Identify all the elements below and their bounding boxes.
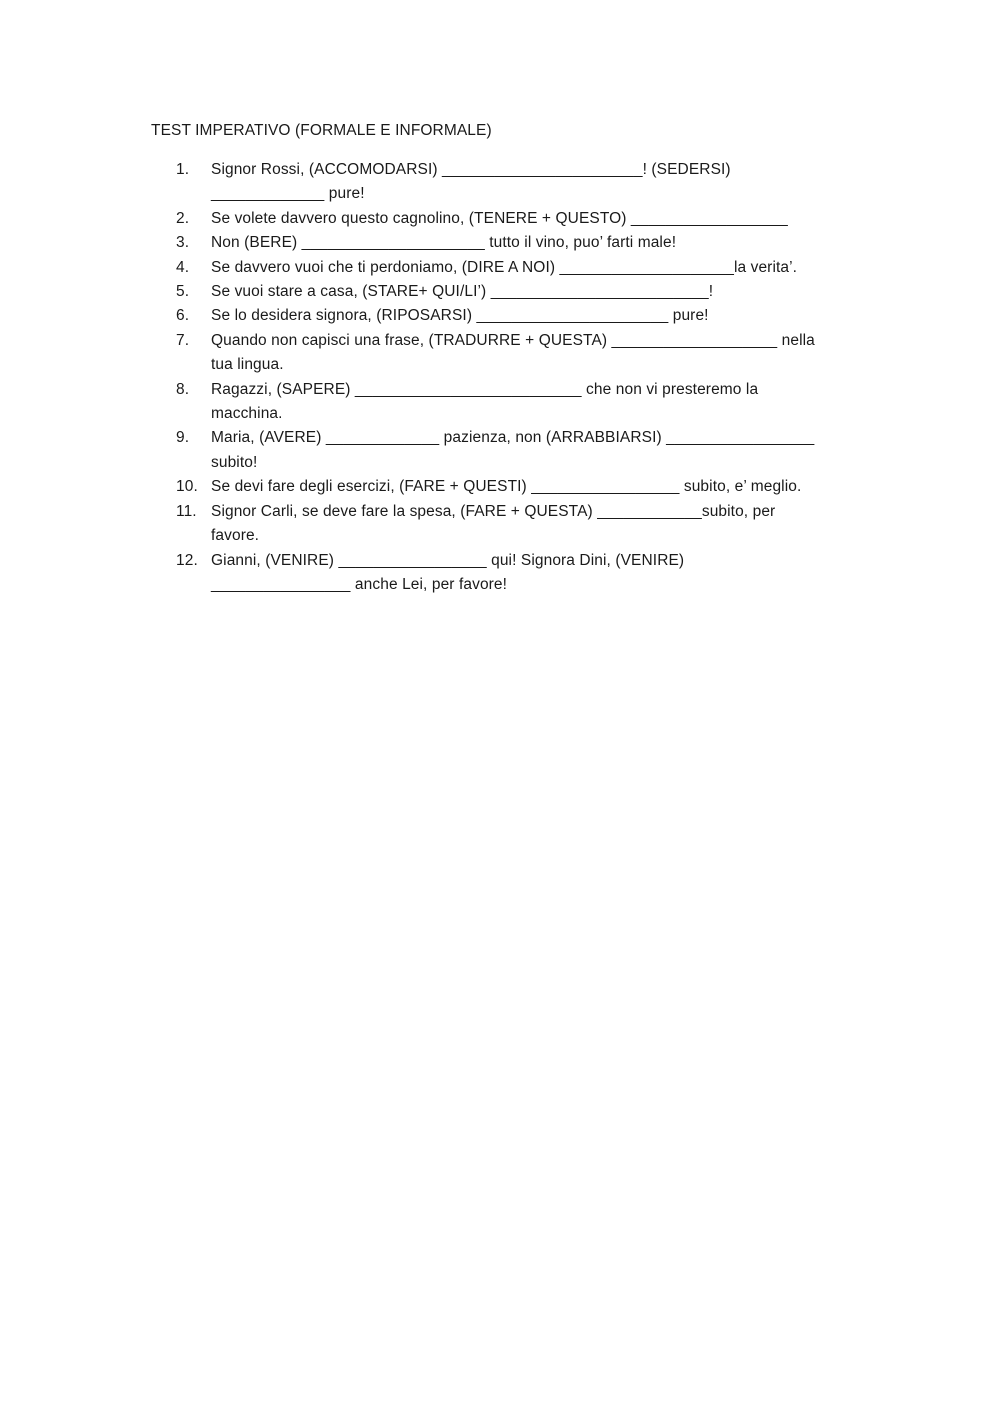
exercise-item (176, 256, 856, 280)
exercise-text-line: macchina. (211, 405, 283, 423)
exercise-number: 6. (176, 307, 190, 325)
exercise-text-line: tua lingua. (211, 356, 284, 374)
exercise-text-line: Ragazzi, (SAPERE) __________________________ che non vi presteremo la (211, 380, 759, 398)
exercise-number: 5. (176, 283, 190, 301)
exercise-item (176, 280, 856, 304)
exercise-item (176, 475, 856, 499)
exercise-text-line: Signor Rossi, (ACCOMODARSI) _______________________! (SEDERSI) (211, 161, 731, 178)
exercise-number: 3. (176, 234, 190, 252)
exercise-item (176, 549, 856, 598)
exercise-item (176, 500, 856, 549)
exercise-item (176, 378, 856, 427)
page-title: TEST IMPERATIVO (FORMALE E INFORMALE) (151, 122, 492, 139)
exercise-number: 10. (176, 478, 198, 496)
exercise-text-line: Se volete davvero questo cagnolino, (TENERE + QUESTO) __________________ (211, 209, 788, 227)
exercise-item (176, 158, 856, 207)
exercise-text-line: ________________ anche Lei, per favore! (211, 575, 508, 593)
exercise-list (176, 158, 856, 597)
exercise-number: 2. (176, 209, 190, 227)
exercise-text-line: Gianni, (VENIRE) _________________ qui! Signora Dini, (VENIRE) (211, 551, 685, 569)
exercise-text-line: Se lo desidera signora, (RIPOSARSI) ______________________ pure! (211, 307, 709, 325)
exercise-number: 11. (176, 502, 197, 520)
exercise-text-line: Signor Carli, se deve fare la spesa, (FARE + QUESTA) ____________subito, per (211, 502, 776, 520)
exercise-text-line: favore. (211, 527, 260, 545)
exercise-number: 9. (176, 429, 190, 447)
exercise-item (176, 329, 856, 378)
exercise-text-line: subito! (211, 453, 258, 471)
exercise-text-line: Maria, (AVERE) _____________ pazienza, non (ARRABBIARSI) _________________ (211, 429, 815, 447)
exercise-number: 8. (176, 380, 190, 398)
exercise-item (176, 231, 856, 255)
exercise-text-line: Se devi fare degli esercizi, (FARE + QUESTI) _________________ subito, e’ meglio. (211, 478, 802, 496)
exercise-number: 12. (176, 551, 198, 569)
exercise-text-line: Non (BERE) _____________________ tutto il vino, puo’ farti male! (211, 234, 677, 252)
exercise-text-line: Se vuoi stare a casa, (STARE+ QUI/LI’) _________________________! (211, 283, 714, 301)
exercise-number: 1. (176, 161, 190, 178)
exercise-item (176, 426, 856, 475)
exercise-text-line: Quando non capisci una frase, (TRADURRE + QUESTA) ___________________ nella (211, 331, 815, 349)
exercise-item (176, 207, 856, 231)
exercise-text-line: _____________ pure! (211, 185, 365, 203)
exercise-number: 4. (176, 258, 190, 276)
exercise-number: 7. (176, 331, 190, 349)
exercise-text-line: Se davvero vuoi che ti perdoniamo, (DIRE A NOI) ____________________la verita’. (211, 258, 798, 276)
exercise-item (176, 304, 856, 328)
